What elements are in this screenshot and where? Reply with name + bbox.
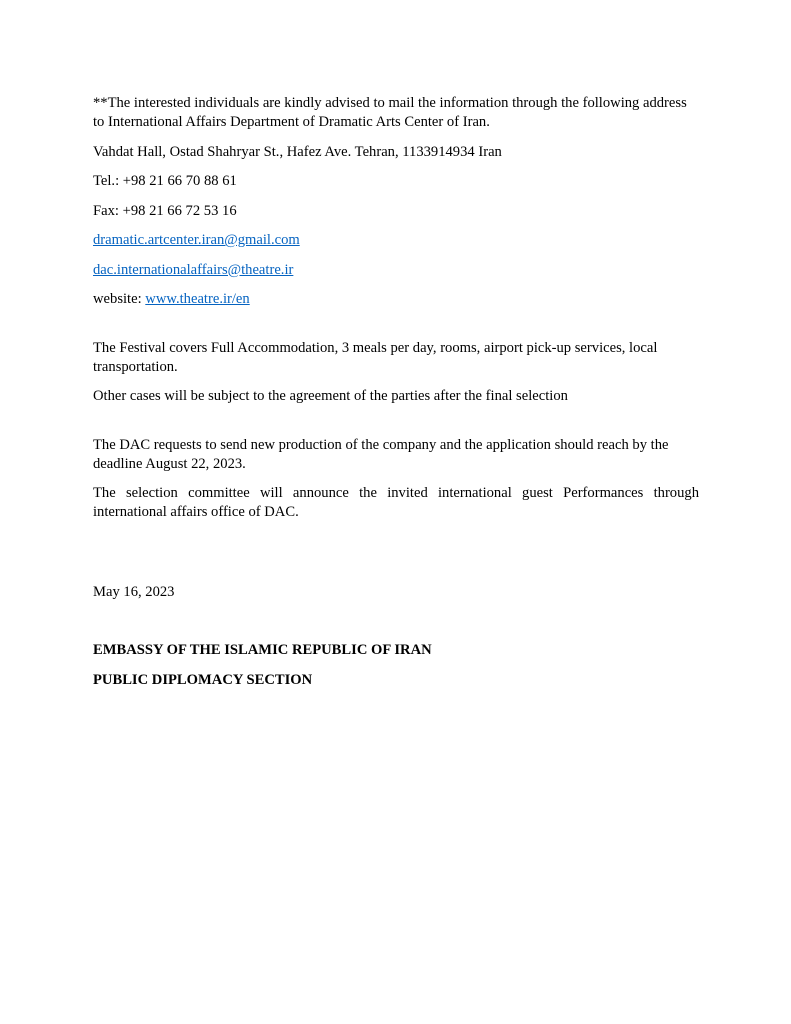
signature-line-2: PUBLIC DIPLOMACY SECTION [93,671,313,688]
email-2-line [93,261,699,280]
other-cases-paragraph: Other cases will be subject to the agreement of the parties after the final selection [93,388,568,404]
email-link-1[interactable]: dramatic.artcenter.iran@gmail.com [93,232,300,248]
festival-covers-paragraph: The Festival covers Full Accommodation, 3 meals per day, rooms, airport pick-up services, local transportation. [93,339,658,375]
email-1-line [93,231,699,250]
document-page [93,94,699,700]
spacer [93,533,699,583]
signature-line-1: EMBASSY OF THE ISLAMIC REPUBLIC OF IRAN [93,642,432,658]
website-label: website: [93,291,146,307]
spacer [93,417,699,436]
selection-committee-paragraph: The selection committee will announce the invited international guest Performances through international affairs office of DAC. [93,485,699,520]
spacer [93,612,699,641]
fax-line: Fax: +98 21 66 72 53 16 [93,202,237,219]
date-line: May 16, 2023 [93,583,175,600]
website-line [93,290,699,309]
contact-intro-paragraph: **The interested individuals are kindly advised to mail the information through the following address to International Affairs Department of Dramatic Arts Center of Iran. [93,95,687,130]
spacer [93,320,699,339]
tel-line: Tel.: +98 21 66 70 88 61 [93,173,237,189]
address-line: Vahdat Hall, Ostad Shahryar St., Hafez Ave. Tehran, 1133914934 Iran [93,143,502,160]
website-link[interactable]: www.theatre.ir/en [145,291,250,307]
email-link-2[interactable]: dac.internationalaffairs@theatre.ir [93,261,294,278]
dac-request-paragraph: The DAC requests to send new production of the company and the application should reach by the deadline August 22, 2023. [93,436,669,472]
